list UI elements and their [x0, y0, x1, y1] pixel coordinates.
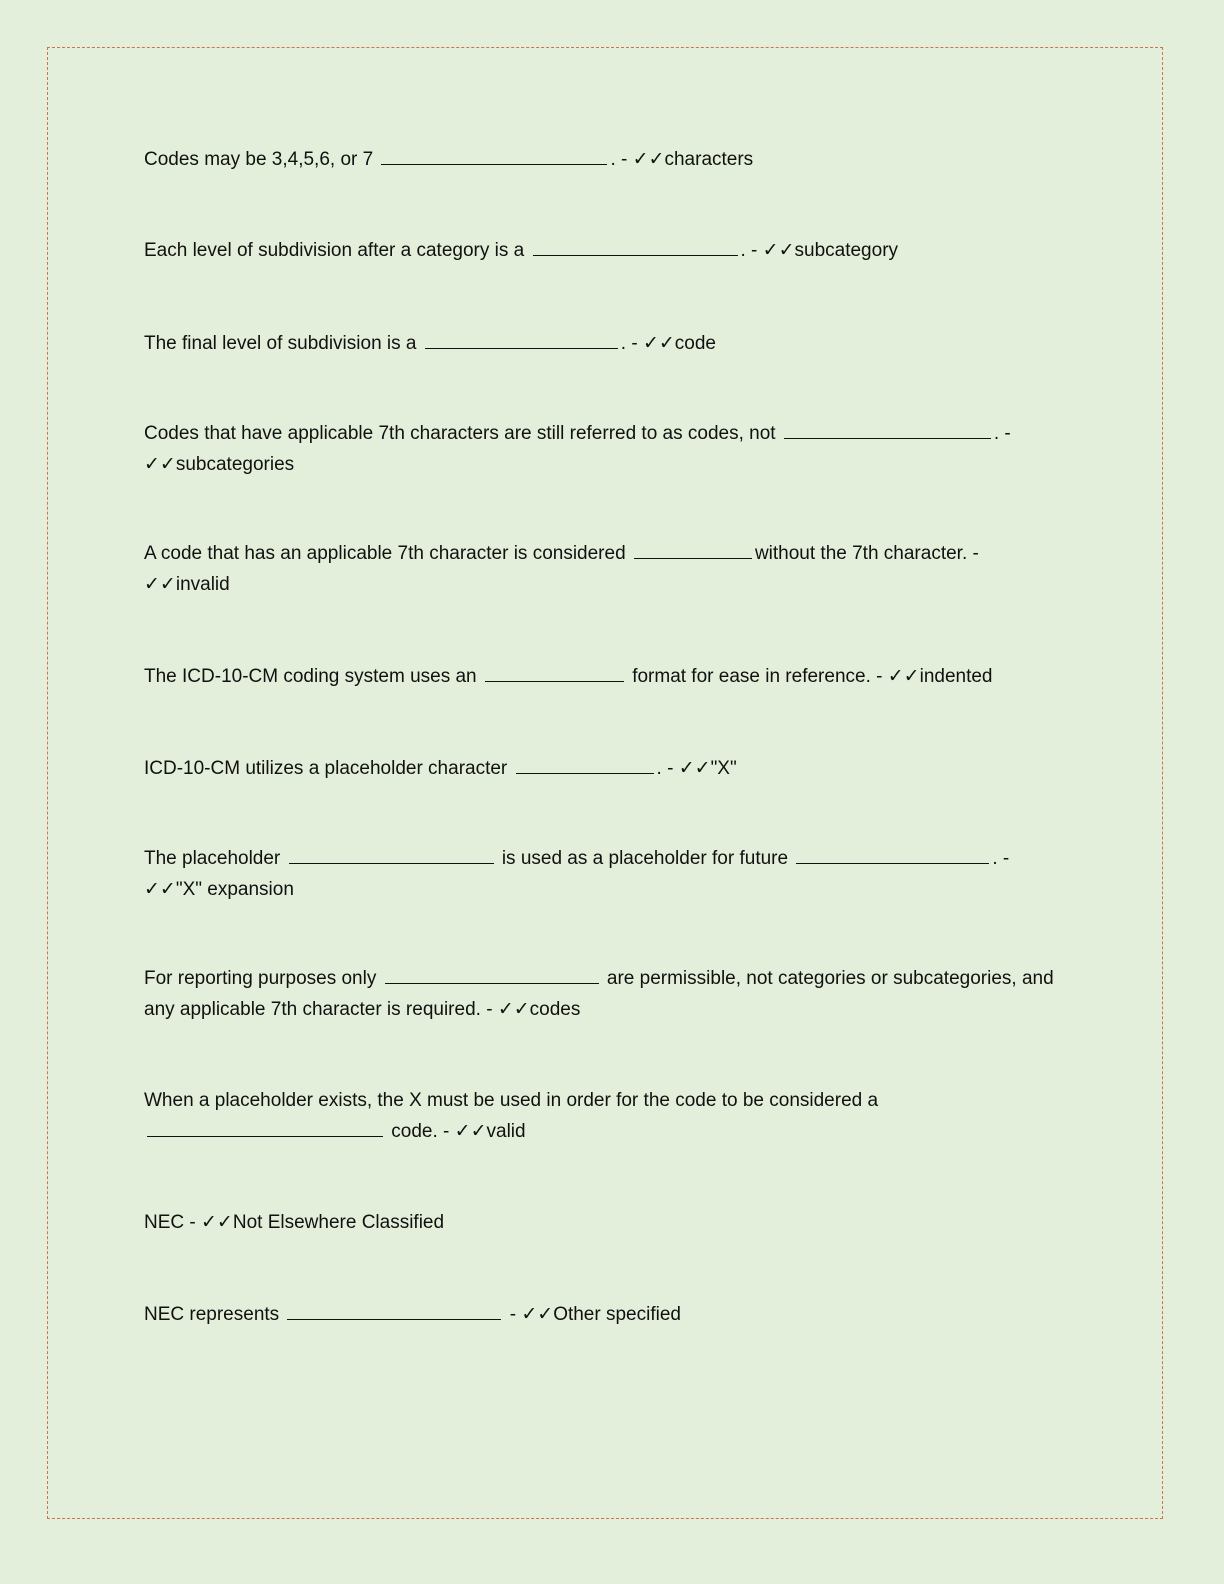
question-text: For reporting purposes only — [144, 968, 377, 989]
answer-text: indented — [919, 666, 993, 687]
question-text: NEC - — [144, 1212, 196, 1233]
answer-text: characters — [664, 149, 754, 170]
qa-item-7 — [144, 753, 1064, 784]
question-text: A code that has an applicable 7th character is considered — [144, 543, 626, 564]
qa-item-6 — [144, 661, 1064, 692]
qa-item-10 — [144, 1085, 1064, 1147]
qa-item-8 — [144, 843, 1064, 905]
double-check-icon: ✓✓ — [144, 574, 176, 595]
qa-item-5 — [144, 538, 1064, 600]
double-check-icon: ✓✓ — [144, 879, 176, 900]
question-suffix: without the 7th character. - — [754, 543, 979, 564]
question-text: The ICD-10-CM coding system uses an — [144, 666, 477, 687]
question-text: ICD-10-CM utilizes a placeholder character — [144, 758, 508, 779]
answer-blank — [287, 1299, 501, 1320]
qa-item-11 — [144, 1207, 1064, 1238]
question-mid: is used as a placeholder for future — [501, 848, 789, 869]
question-suffix: - — [509, 1304, 517, 1325]
question-text: Each level of subdivision after a category is a — [144, 240, 525, 261]
answer-text: codes — [529, 999, 581, 1020]
double-check-icon: ✓✓ — [454, 1121, 487, 1142]
answer-text: code — [674, 333, 716, 354]
qa-item-2 — [144, 235, 1064, 266]
question-suffix: . - — [993, 423, 1011, 444]
answer-blank — [147, 1116, 383, 1137]
question-suffix: . - — [610, 149, 628, 170]
answer-text: Other specified — [553, 1304, 681, 1325]
question-suffix: . - — [620, 333, 638, 354]
double-check-icon: ✓✓ — [642, 333, 675, 354]
answer-blank — [425, 328, 618, 349]
answer-text: subcategory — [794, 240, 899, 261]
answer-blank — [784, 418, 991, 439]
question-suffix: are permissible, not categories or subcategories, and any applicable 7th character is required. - — [144, 968, 1054, 1020]
answer-text: invalid — [175, 574, 230, 595]
qa-item-1 — [144, 144, 1064, 175]
question-suffix: . - — [740, 240, 758, 261]
answer-blank — [516, 753, 654, 774]
question-text: Codes may be 3,4,5,6, or 7 — [144, 149, 374, 170]
answer-blank — [533, 235, 738, 256]
qa-item-12 — [144, 1299, 1064, 1330]
answer-text: valid — [486, 1121, 526, 1142]
question-suffix: . - — [992, 848, 1010, 869]
double-check-icon: ✓✓ — [678, 758, 711, 779]
question-text: The final level of subdivision is a — [144, 333, 417, 354]
answer-text: Not Elsewhere Classified — [232, 1212, 445, 1233]
answer-text: "X" expansion — [175, 879, 294, 900]
qa-item-4 — [144, 418, 1064, 480]
answer-blank — [385, 963, 599, 984]
question-suffix: code. - — [391, 1121, 450, 1142]
double-check-icon: ✓✓ — [632, 149, 665, 170]
question-suffix: . - — [656, 758, 674, 779]
qa-item-3 — [144, 328, 1064, 359]
answer-blank — [289, 843, 494, 864]
answer-blank — [796, 843, 989, 864]
double-check-icon: ✓✓ — [887, 666, 920, 687]
double-check-icon: ✓✓ — [497, 999, 530, 1020]
answer-blank — [485, 661, 624, 682]
question-text: NEC represents — [144, 1304, 280, 1325]
question-text: Codes that have applicable 7th characters are still referred to as codes, not — [144, 423, 776, 444]
question-suffix: format for ease in reference. - — [632, 666, 883, 687]
qa-item-9 — [144, 963, 1064, 1025]
question-text: The placeholder — [144, 848, 281, 869]
answer-blank — [634, 538, 752, 559]
double-check-icon: ✓✓ — [521, 1304, 554, 1325]
answer-text: subcategories — [175, 454, 295, 475]
question-text: When a placeholder exists, the X must be used in order for the code to be considered a — [144, 1090, 879, 1111]
double-check-icon: ✓✓ — [201, 1212, 233, 1233]
answer-blank — [381, 144, 607, 165]
double-check-icon: ✓✓ — [762, 240, 795, 261]
double-check-icon: ✓✓ — [144, 454, 176, 475]
answer-text: "X" — [710, 758, 737, 779]
